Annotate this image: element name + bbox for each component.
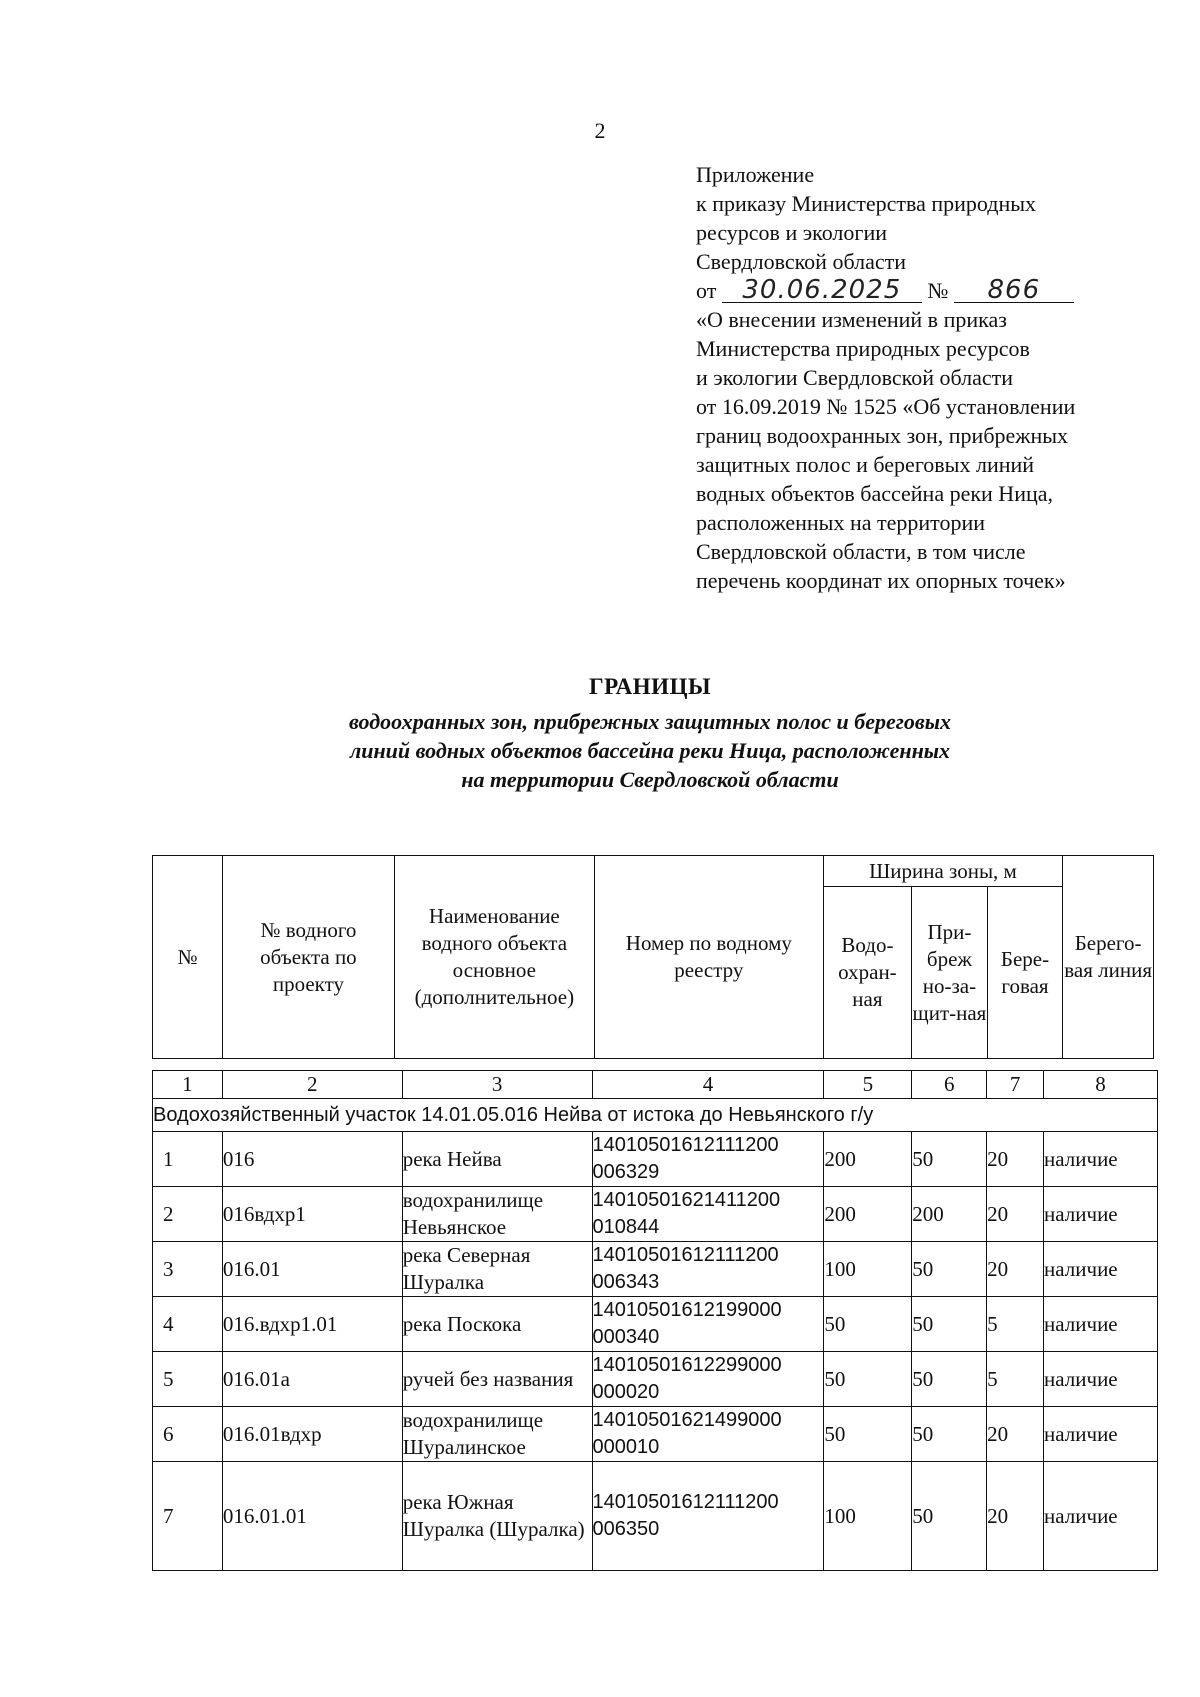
appendix-line: «О внесении изменений в приказ — [696, 307, 1007, 332]
column-number: 1 — [153, 1071, 223, 1099]
appendix-line: расположенных на территории — [696, 510, 986, 535]
row-coastal-protective: 50 — [912, 1242, 987, 1297]
appendix-line: перечень координат их опорных точек» — [696, 568, 1066, 593]
row-coastal: 20 — [987, 1132, 1044, 1187]
column-number: 8 — [1044, 1071, 1158, 1099]
row-code: 016.вдхр1.01 — [222, 1297, 402, 1352]
row-shoreline: наличие — [1044, 1462, 1158, 1571]
row-no: 2 — [153, 1187, 223, 1242]
section-title: Водохозяйственный участок 14.01.05.016 Нейва от истока до Невьянского г/у — [153, 1099, 1158, 1132]
row-no: 5 — [153, 1352, 223, 1407]
date-prefix: от — [696, 278, 717, 303]
row-water-protection: 100 — [824, 1242, 912, 1297]
row-coastal: 20 — [987, 1407, 1044, 1462]
row-no: 3 — [153, 1242, 223, 1297]
number-prefix: № — [927, 278, 949, 303]
row-registry: 14010501612299000 000020 — [592, 1352, 824, 1407]
row-code: 016вдхр1 — [222, 1187, 402, 1242]
appendix-line: от 16.09.2019 № 1525 «Об установлении — [696, 394, 1076, 419]
appendix-line: и экологии Свердловской области — [696, 365, 1014, 390]
row-shoreline: наличие — [1044, 1407, 1158, 1462]
order-date-number-line — [696, 276, 1166, 305]
header-water-protection: Водо-охран-ная — [823, 887, 912, 1059]
row-name: водохранилище Невьянское — [402, 1187, 592, 1242]
column-number: 6 — [912, 1071, 987, 1099]
column-number: 4 — [592, 1071, 824, 1099]
page-number: 2 — [594, 118, 606, 143]
title-main: ГРАНИЦЫ — [588, 674, 712, 699]
row-registry: 14010501612111200 006343 — [592, 1242, 824, 1297]
row-shoreline: наличие — [1044, 1297, 1158, 1352]
row-water-protection: 50 — [824, 1297, 912, 1352]
appendix-line: Свердловской области — [696, 249, 906, 274]
row-code: 016.01вдхр — [222, 1407, 402, 1462]
row-coastal-protective: 200 — [912, 1187, 987, 1242]
row-code: 016 — [222, 1132, 402, 1187]
appendix-line: Приложение — [696, 162, 815, 187]
appendix-line: Министерства природных ресурсов — [696, 336, 1030, 361]
row-water-protection: 50 — [824, 1352, 912, 1407]
row-no: 6 — [153, 1407, 223, 1462]
handwritten-number: 866 — [954, 278, 1074, 303]
header-coastal-protective: При-бреж но-за-щит-ная — [912, 887, 988, 1059]
row-name: река Поскока — [402, 1297, 592, 1352]
appendix-line: к приказу Министерства природных — [696, 191, 1037, 216]
table-row — [153, 1187, 1158, 1242]
header-width-group: Ширина зоны, м — [823, 856, 1063, 887]
row-water-protection: 200 — [824, 1132, 912, 1187]
table-header — [152, 855, 1154, 1059]
row-no: 7 — [153, 1462, 223, 1571]
row-water-protection: 100 — [824, 1462, 912, 1571]
header-no: № — [153, 856, 223, 1059]
row-name: река Нейва — [402, 1132, 592, 1187]
row-registry: 14010501612111200 006329 — [592, 1132, 824, 1187]
row-no: 4 — [153, 1297, 223, 1352]
title-sub-line: на территории Свердловской области — [461, 767, 839, 792]
handwritten-date: 30.06.2025 — [722, 278, 922, 303]
header-project-no: № водного объекта по проекту — [223, 856, 394, 1059]
header-registry: Номер по водному реестру — [595, 856, 824, 1059]
appendix-line: водных объектов бассейна реки Ница, — [696, 481, 1054, 506]
column-number: 3 — [402, 1071, 592, 1099]
row-registry: 14010501621411200 010844 — [592, 1187, 824, 1242]
row-coastal: 5 — [987, 1352, 1044, 1407]
row-code: 016.01а — [222, 1352, 402, 1407]
header-coastal: Бере-говая — [987, 887, 1063, 1059]
appendix-line: ресурсов и экологии — [696, 220, 887, 245]
header-shoreline: Берего-вая линия — [1063, 856, 1154, 1059]
row-registry: 14010501612111200 006350 — [592, 1462, 824, 1571]
section-row — [153, 1099, 1158, 1132]
header-name: Наименование водного объекта основное (дополнительное) — [394, 856, 594, 1059]
row-coastal-protective: 50 — [912, 1297, 987, 1352]
row-coastal: 20 — [987, 1462, 1044, 1571]
document-title — [0, 672, 1200, 794]
row-coastal-protective: 50 — [912, 1132, 987, 1187]
row-registry: 14010501621499000 000010 — [592, 1407, 824, 1462]
row-coastal: 5 — [987, 1297, 1044, 1352]
row-name: водохранилище Шуралинское — [402, 1407, 592, 1462]
appendix-line: Свердловской области, в том числе — [696, 539, 1026, 564]
table-row — [153, 1352, 1158, 1407]
row-code: 016.01.01 — [222, 1462, 402, 1571]
title-sub-line: водоохранных зон, прибрежных защитных полос и береговых — [349, 709, 951, 734]
row-shoreline: наличие — [1044, 1132, 1158, 1187]
row-coastal-protective: 50 — [912, 1352, 987, 1407]
row-registry: 14010501612199000 000340 — [592, 1297, 824, 1352]
data-table — [152, 1070, 1158, 1571]
column-number-row — [153, 1071, 1158, 1099]
row-shoreline: наличие — [1044, 1187, 1158, 1242]
row-code: 016.01 — [222, 1242, 402, 1297]
table-row — [153, 1407, 1158, 1462]
row-no: 1 — [153, 1132, 223, 1187]
appendix-block — [696, 160, 1166, 595]
table-row — [153, 1297, 1158, 1352]
column-number: 5 — [824, 1071, 912, 1099]
table-row — [153, 1242, 1158, 1297]
title-sub-line: линий водных объектов бассейна реки Ница, расположенных — [349, 738, 951, 763]
row-name: река Южная Шуралка (Шуралка) — [402, 1462, 592, 1571]
row-name: ручей без названия — [402, 1352, 592, 1407]
row-coastal: 20 — [987, 1242, 1044, 1297]
row-coastal: 20 — [987, 1187, 1044, 1242]
row-coastal-protective: 50 — [912, 1407, 987, 1462]
appendix-line: защитных полос и береговых линий — [696, 452, 1035, 477]
appendix-line: границ водоохранных зон, прибрежных — [696, 423, 1069, 448]
column-number: 2 — [222, 1071, 402, 1099]
table-row — [153, 1132, 1158, 1187]
row-water-protection: 50 — [824, 1407, 912, 1462]
column-number: 7 — [987, 1071, 1044, 1099]
row-name: река Северная Шуралка — [402, 1242, 592, 1297]
row-water-protection: 200 — [824, 1187, 912, 1242]
row-coastal-protective: 50 — [912, 1462, 987, 1571]
row-shoreline: наличие — [1044, 1352, 1158, 1407]
table-row — [153, 1462, 1158, 1571]
row-shoreline: наличие — [1044, 1242, 1158, 1297]
